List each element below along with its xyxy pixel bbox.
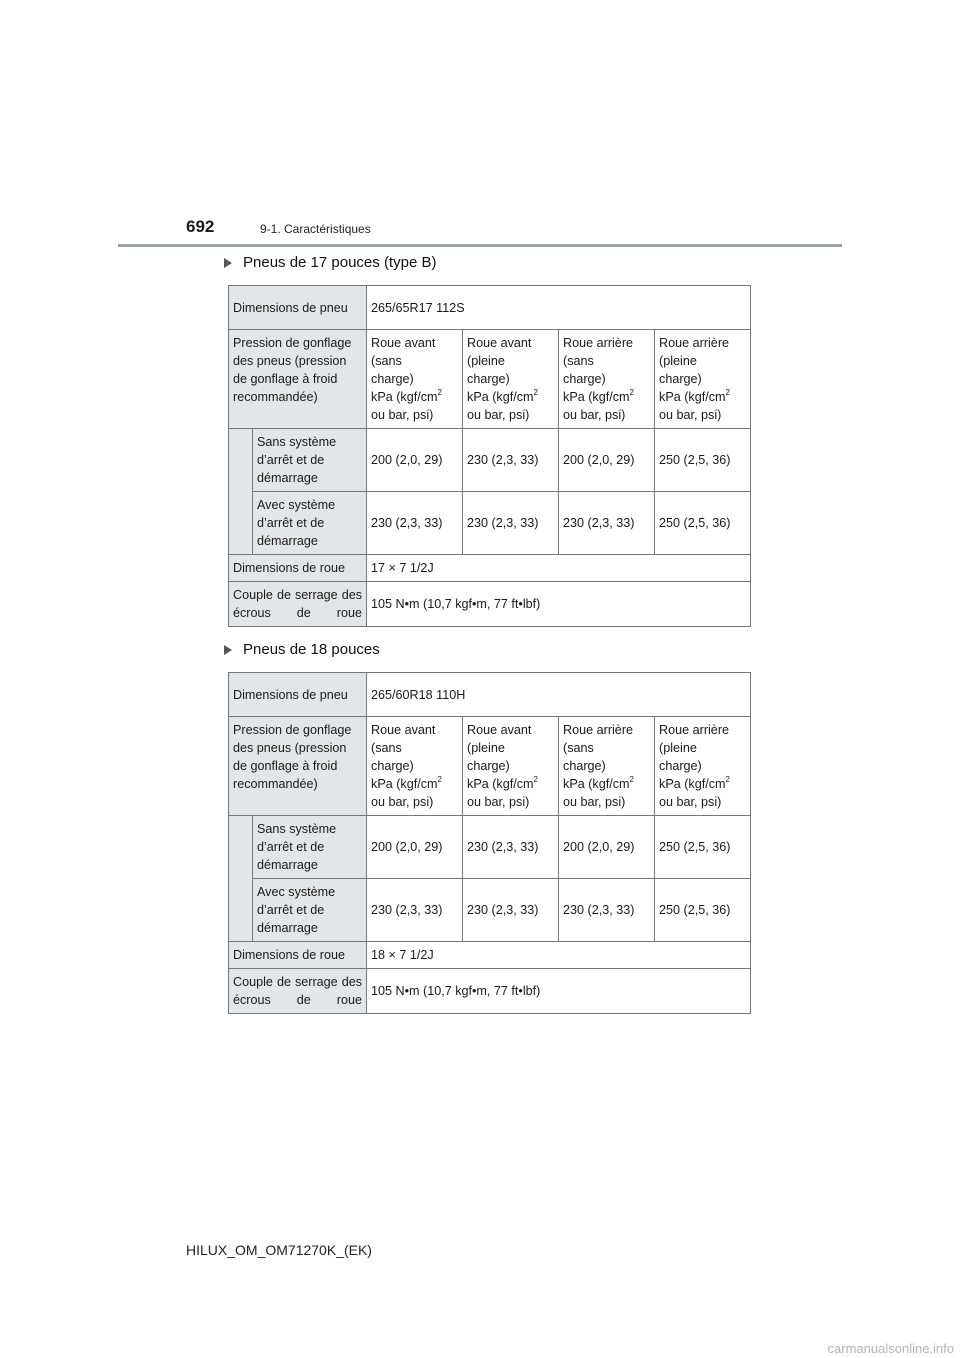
table-heading-text: Pneus de 17 pouces (type B) — [243, 254, 437, 271]
column-header-line: charge) — [467, 759, 510, 773]
table-heading-text: Pneus de 18 pouces — [243, 641, 380, 658]
triangle-bullet-icon — [224, 258, 232, 268]
column-header-line: (sans — [563, 354, 594, 368]
torque-value: 105 N•m (10,7 kgf•m, 77 ft•lbf) — [367, 582, 751, 627]
column-header-line — [467, 388, 554, 406]
table-cell: 200 (2,0, 29) — [559, 429, 655, 492]
column-header-line: ou bar, psi) — [659, 795, 722, 809]
tire-size-value: 265/65R17 112S — [367, 286, 751, 330]
column-header-line: charge) — [659, 759, 702, 773]
unit-text: kPa (kgf/cm — [371, 390, 438, 404]
column-header — [463, 330, 559, 429]
column-header-line: Roue avant — [371, 336, 436, 350]
table-row — [229, 969, 751, 1014]
column-header — [367, 717, 463, 816]
table-row — [229, 673, 751, 717]
watermark: carmanualsonline.info — [827, 1341, 954, 1356]
unit-text: kPa (kgf/cm — [659, 777, 726, 791]
column-header-line: Roue avant — [371, 723, 436, 737]
wheel-size-value: 17 × 7 1/2J — [367, 555, 751, 582]
column-header-line: ou bar, psi) — [563, 408, 626, 422]
pressure-label: Pression de gonflage des pneus (pression de gonflage à froid recommandée) — [229, 330, 367, 429]
table-cell: 200 (2,0, 29) — [367, 816, 463, 879]
column-header-line: ou bar, psi) — [371, 408, 434, 422]
table-row — [229, 492, 751, 555]
row-label: Sans système d’arrêt et de démarrage — [253, 816, 367, 879]
table-heading — [224, 254, 436, 271]
column-header-line: charge) — [659, 372, 702, 386]
table-row — [229, 555, 751, 582]
table-heading — [224, 641, 380, 658]
column-header-line: (sans — [371, 741, 402, 755]
pressure-label: Pression de gonflage des pneus (pression de gonflage à froid recommandée) — [229, 717, 367, 816]
table-row — [229, 879, 751, 942]
table-cell: 230 (2,3, 33) — [463, 492, 559, 555]
table-cell: 250 (2,5, 36) — [655, 492, 751, 555]
triangle-bullet-icon — [224, 645, 232, 655]
column-header-line — [371, 388, 458, 406]
stub-cell — [229, 429, 253, 555]
torque-value: 105 N•m (10,7 kgf•m, 77 ft•lbf) — [367, 969, 751, 1014]
column-header-line: (pleine — [659, 741, 697, 755]
table-row — [229, 286, 751, 330]
column-header-line: charge) — [371, 372, 414, 386]
column-header — [655, 330, 751, 429]
column-header-line: charge) — [563, 759, 606, 773]
column-header — [559, 330, 655, 429]
torque-label: Couple de serrage des écrous de roue — [229, 969, 367, 1014]
table-cell: 230 (2,3, 33) — [367, 879, 463, 942]
superscript: 2 — [629, 388, 634, 397]
column-header — [463, 717, 559, 816]
column-header-line: (pleine — [467, 741, 505, 755]
column-header-line — [659, 388, 746, 406]
column-header-line: (pleine — [659, 354, 697, 368]
unit-text: kPa (kgf/cm — [563, 777, 630, 791]
column-header-line — [467, 775, 554, 793]
column-header-line: Roue arrière — [563, 336, 634, 350]
table-cell: 250 (2,5, 36) — [655, 816, 751, 879]
table-cell: 230 (2,3, 33) — [463, 816, 559, 879]
wheel-size-value: 18 × 7 1/2J — [367, 942, 751, 969]
unit-text: kPa (kgf/cm — [659, 390, 726, 404]
table-row — [229, 429, 751, 492]
table-cell: 230 (2,3, 33) — [559, 879, 655, 942]
superscript: 2 — [533, 775, 538, 784]
table-cell: 230 (2,3, 33) — [559, 492, 655, 555]
table-row — [229, 582, 751, 627]
column-header-line: charge) — [563, 372, 606, 386]
tire-size-value: 265/60R18 110H — [367, 673, 751, 717]
table-cell: 200 (2,0, 29) — [559, 816, 655, 879]
column-header-line — [563, 775, 650, 793]
row-label: Avec système d’arrêt et de démarrage — [253, 492, 367, 555]
column-header-line — [659, 775, 746, 793]
section-title: 9-1. Caractéristiques — [260, 222, 371, 236]
column-header — [655, 717, 751, 816]
table-cell: 200 (2,0, 29) — [367, 429, 463, 492]
superscript: 2 — [437, 388, 442, 397]
table-row — [229, 717, 751, 816]
column-header-line — [371, 775, 458, 793]
table-row — [229, 942, 751, 969]
stub-cell — [229, 816, 253, 942]
column-header-line: Roue arrière — [659, 723, 730, 737]
column-header-line: Roue arrière — [659, 336, 730, 350]
superscript: 2 — [629, 775, 634, 784]
table-cell: 250 (2,5, 36) — [655, 879, 751, 942]
column-header-line: ou bar, psi) — [563, 795, 626, 809]
row-label: Avec système d’arrêt et de démarrage — [253, 879, 367, 942]
column-header-line: charge) — [467, 372, 510, 386]
wheel-size-label: Dimensions de roue — [229, 555, 367, 582]
unit-text: kPa (kgf/cm — [467, 777, 534, 791]
unit-text: kPa (kgf/cm — [467, 390, 534, 404]
unit-text: kPa (kgf/cm — [371, 777, 438, 791]
header-rule — [118, 244, 842, 247]
column-header — [367, 330, 463, 429]
table-cell: 250 (2,5, 36) — [655, 429, 751, 492]
document-code: HILUX_OM_OM71270K_(EK) — [186, 1242, 372, 1258]
superscript: 2 — [437, 775, 442, 784]
column-header-line: (pleine — [467, 354, 505, 368]
tire-size-label: Dimensions de pneu — [229, 286, 367, 330]
column-header-line: Roue avant — [467, 723, 532, 737]
column-header-line: ou bar, psi) — [659, 408, 722, 422]
column-header-line: ou bar, psi) — [467, 408, 530, 422]
superscript: 2 — [533, 388, 538, 397]
table-cell: 230 (2,3, 33) — [463, 879, 559, 942]
column-header-line: charge) — [371, 759, 414, 773]
unit-text: kPa (kgf/cm — [563, 390, 630, 404]
wheel-size-label: Dimensions de roue — [229, 942, 367, 969]
column-header-line: ou bar, psi) — [467, 795, 530, 809]
column-header-line: (sans — [371, 354, 402, 368]
superscript: 2 — [725, 388, 730, 397]
table-row — [229, 330, 751, 429]
tire-spec-table — [228, 672, 751, 1014]
table-row — [229, 816, 751, 879]
superscript: 2 — [725, 775, 730, 784]
column-header-line: (sans — [563, 741, 594, 755]
table-cell: 230 (2,3, 33) — [463, 429, 559, 492]
column-header — [559, 717, 655, 816]
column-header-line: Roue avant — [467, 336, 532, 350]
torque-label: Couple de serrage des écrous de roue — [229, 582, 367, 627]
column-header-line: ou bar, psi) — [371, 795, 434, 809]
column-header-line — [563, 388, 650, 406]
row-label: Sans système d’arrêt et de démarrage — [253, 429, 367, 492]
column-header-line: Roue arrière — [563, 723, 634, 737]
tire-size-label: Dimensions de pneu — [229, 673, 367, 717]
page-number: 692 — [186, 217, 215, 236]
table-cell: 230 (2,3, 33) — [367, 492, 463, 555]
tire-spec-table — [228, 285, 751, 627]
